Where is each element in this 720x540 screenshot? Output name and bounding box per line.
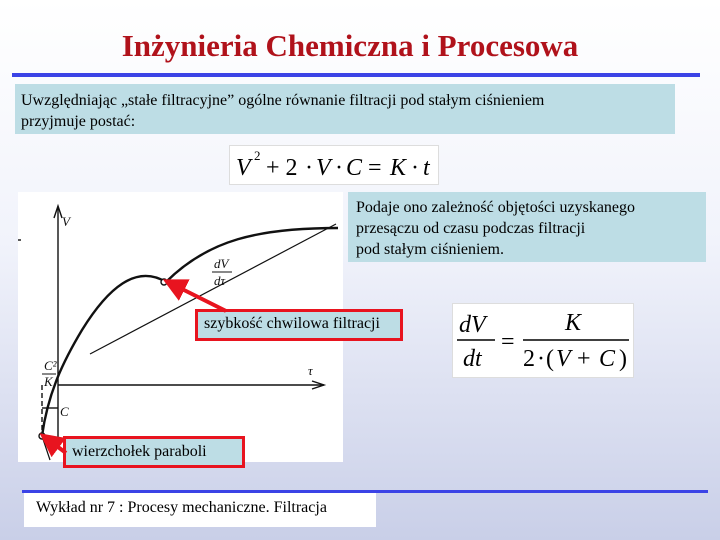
c-squared-label: C² [44, 358, 57, 373]
eq2-plus: + [577, 346, 591, 372]
eq2-two: 2 [523, 346, 535, 372]
eq1-v: V [236, 155, 251, 181]
eq1-k: K [390, 155, 407, 181]
description-line-2: przesączu od czasu podczas filtracji [356, 220, 586, 237]
dv-label: dV [214, 256, 229, 271]
eq2-equals: = [501, 329, 515, 355]
c-label: C [60, 404, 69, 419]
eq2-right-paren: ) [619, 346, 627, 372]
v-axis-label: V [62, 214, 70, 229]
eq1-v2: V [316, 155, 331, 181]
rate-equation [452, 303, 634, 378]
parabola-vertex-label: wierzchołek paraboli [63, 436, 245, 468]
vertex-pointer-arrow [46, 438, 66, 453]
rate-pointer-arrow [170, 283, 226, 311]
eq2-dot: · [537, 346, 545, 372]
dtau-label: dτ [214, 273, 226, 288]
eq2-denominator: dt [463, 346, 482, 372]
eq2-left-paren: ( [546, 346, 554, 372]
eq2-v: V [556, 346, 571, 372]
eq1-c: C [346, 155, 363, 181]
footer-text: Wykład nr 7 : Procesy mechaniczne. Filtracja [24, 493, 376, 527]
eq2-c: C [599, 346, 616, 372]
eq1-equals: = [368, 155, 382, 181]
k-label: K [44, 374, 53, 389]
intro-line-2: przyjmuje postać: [21, 113, 136, 130]
description-line-3: pod stałym ciśnieniem. [356, 241, 504, 258]
eq1-dot-2: · [335, 155, 343, 181]
eq1-plus-two: + 2 [266, 155, 298, 181]
page-title: Inżynieria Chemiczna i Procesowa [121, 28, 579, 63]
instantaneous-rate-label: szybkość chwilowa filtracji [195, 309, 403, 341]
description-line-1: Podaje ono zależność objętości uzyskanego [356, 199, 636, 216]
eq2-k: K [565, 310, 582, 336]
eq1-exponent: 2 [254, 148, 261, 163]
eq1-t: t [423, 155, 430, 181]
tau-axis-label: τ [308, 363, 313, 378]
eq1-dot-3: · [411, 155, 419, 181]
eq2-numerator: dV [459, 312, 486, 338]
intro-line-1: Uwzględniając „stałe filtracyjne” ogólne równanie filtracji pod stałym ciśnieniem [21, 92, 545, 109]
eq1-dot-1: · [305, 155, 313, 181]
